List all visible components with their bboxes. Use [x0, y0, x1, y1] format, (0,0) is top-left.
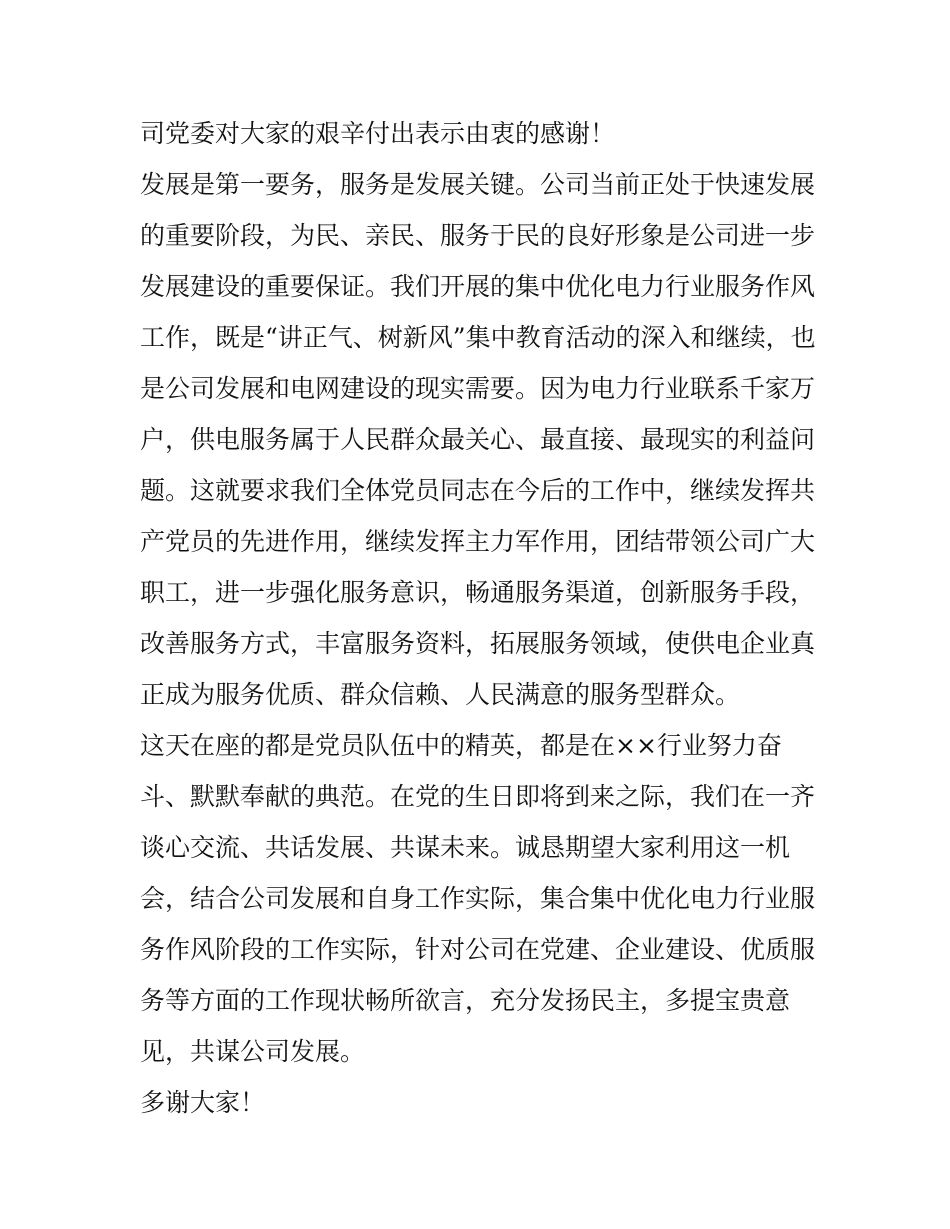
text-line: 产党员的先进作用，继续发挥主力军作用，团结带领公司广大 — [140, 527, 816, 556]
document-body — [140, 108, 820, 1128]
text-line: 这天在座的都是党员队伍中的精英，都是在××行业努力奋 — [140, 731, 782, 760]
text-line: 见，共谋公司发展。 — [140, 1037, 366, 1066]
text-line: 会，结合公司发展和自身工作实际，集合集中优化电力行业服 — [140, 884, 816, 913]
text-line: 工作，既是“讲正气、树新风”集中教育活动的深入和继续，也 — [140, 323, 816, 352]
text-line: 正成为服务优质、群众信赖、人民满意的服务型群众。 — [140, 680, 741, 709]
text-line: 多谢大家！ — [140, 1088, 266, 1117]
text-line: 题。这就要求我们全体党员同志在今后的工作中，继续发挥共 — [140, 476, 816, 505]
text-line: 发展是第一要务，服务是发展关键。公司当前正处于快速发展 — [140, 170, 816, 199]
text-line: 司党委对大家的艰辛付出表示由衷的感谢！ — [140, 119, 616, 148]
text-line: 户，供电服务属于人民群众最关心、最直接、最现实的利益问 — [140, 425, 816, 454]
text-line: 务等方面的工作现状畅所欲言，充分发扬民主，多提宝贵意 — [140, 986, 791, 1015]
text-line: 斗、默默奉献的典范。在党的生日即将到来之际，我们在一齐 — [140, 782, 816, 811]
text-line: 的重要阶段，为民、亲民、服务于民的良好形象是公司进一步 — [140, 221, 816, 250]
text-line: 改善服务方式，丰富服务资料，拓展服务领域，使供电企业真 — [140, 629, 816, 658]
text-line: 务作风阶段的工作实际，针对公司在党建、企业建设、优质服 — [140, 935, 816, 964]
text-line: 谈心交流、共话发展、共谋未来。诚恳期望大家利用这一机 — [140, 833, 791, 862]
text-line: 职工，进一步强化服务意识，畅通服务渠道，创新服务手段， — [140, 578, 816, 607]
text-line: 是公司发展和电网建设的现实需要。因为电力行业联系千家万 — [140, 374, 816, 403]
text-line: 发展建设的重要保证。我们开展的集中优化电力行业服务作风 — [140, 272, 816, 301]
